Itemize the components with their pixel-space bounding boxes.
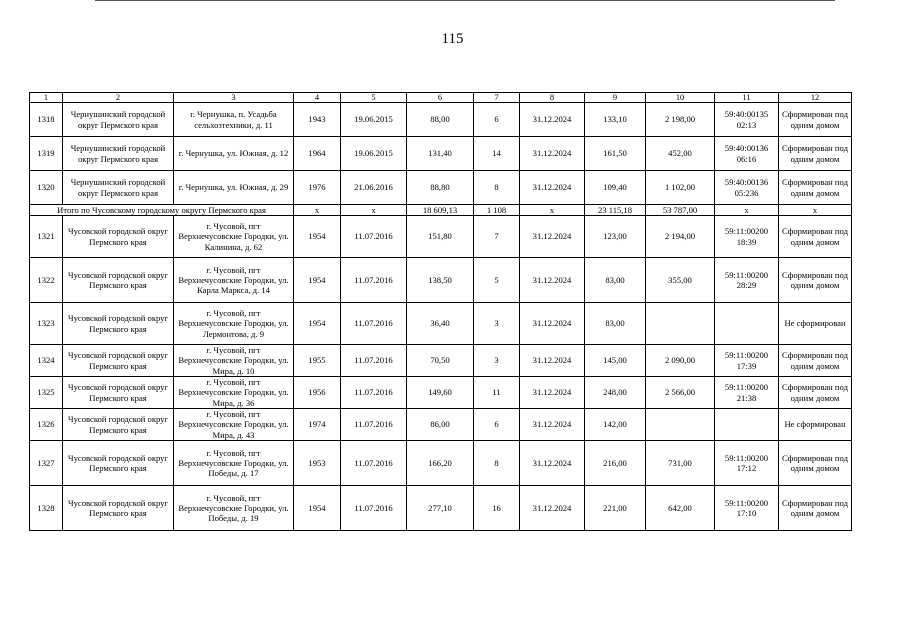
sum-cell: [646, 409, 715, 441]
row-number: 1326: [30, 409, 63, 441]
total-cell: х: [341, 205, 407, 216]
area-cell: 88,80: [407, 171, 474, 205]
sum-cell: [646, 303, 715, 345]
address-cell: г. Чусовой, пгт Верхнечусовские Городки, ул. Мира, д. 43: [174, 409, 294, 441]
address-cell: г. Чернушка, ул. Южная, д. 29: [174, 171, 294, 205]
status-cell: Сформирован под одним домом: [779, 137, 852, 171]
address-cell: г. Чусовой, пгт Верхнечусовские Городки, ул. Лермонтова, д. 9: [174, 303, 294, 345]
status-cell: Не сформирован: [779, 409, 852, 441]
sum-cell: 2 090,00: [646, 345, 715, 377]
total-sum: 53 787,00: [646, 205, 715, 216]
table-row: [30, 345, 852, 377]
residents-cell: 3: [474, 345, 520, 377]
table-row: [30, 377, 852, 409]
housing-register-table: [29, 92, 852, 531]
residents-cell: 16: [474, 486, 520, 531]
status-cell: Сформирован под одним домом: [779, 441, 852, 486]
cadastre-cell: 59:11:00200 17:12: [715, 441, 779, 486]
status-cell: Сформирован под одним домом: [779, 486, 852, 531]
cadastre-cell: 59:11:00200 21:38: [715, 377, 779, 409]
residents-cell: 14: [474, 137, 520, 171]
municipality-cell: Чусовской городской округ Пермского края: [63, 345, 174, 377]
status-cell: Сформирован под одним домом: [779, 171, 852, 205]
header-cell: 5: [341, 93, 407, 103]
year-cell: 1976: [294, 171, 341, 205]
end-date-cell: 31.12.2024: [520, 441, 585, 486]
area-cell: 88,00: [407, 103, 474, 137]
row-number: 1318: [30, 103, 63, 137]
area2-cell: 145,00: [585, 345, 646, 377]
cadastre-cell: 59:40:00136 05:236: [715, 171, 779, 205]
table-row: [30, 103, 852, 137]
municipality-cell: Чусовской городской округ Пермского края: [63, 216, 174, 258]
residents-cell: 8: [474, 441, 520, 486]
cadastre-cell: [715, 409, 779, 441]
year-cell: 1964: [294, 137, 341, 171]
area-cell: 166,20: [407, 441, 474, 486]
table-row: [30, 258, 852, 303]
end-date-cell: 31.12.2024: [520, 303, 585, 345]
row-number: 1325: [30, 377, 63, 409]
header-cell: 12: [779, 93, 852, 103]
status-cell: Сформирован под одним домом: [779, 258, 852, 303]
sum-cell: 731,00: [646, 441, 715, 486]
row-number: 1319: [30, 137, 63, 171]
year-cell: 1954: [294, 486, 341, 531]
row-number: 1322: [30, 258, 63, 303]
area2-cell: 83,00: [585, 303, 646, 345]
total-area: 18 609,13: [407, 205, 474, 216]
end-date-cell: 31.12.2024: [520, 486, 585, 531]
date-cell: 19.06.2015: [341, 103, 407, 137]
area2-cell: 248,00: [585, 377, 646, 409]
address-cell: г. Чусовой, пгт Верхнечусовские Городки, ул. Победы, д. 19: [174, 486, 294, 531]
table-row: [30, 441, 852, 486]
table-row: [30, 486, 852, 531]
status-cell: Не сформирован: [779, 303, 852, 345]
status-cell: Сформирован под одним домом: [779, 103, 852, 137]
year-cell: 1954: [294, 216, 341, 258]
residents-cell: 5: [474, 258, 520, 303]
total-label: Итого по Чусовскому городскому округу Пермского края: [30, 205, 294, 216]
municipality-cell: Чусовской городской округ Пермского края: [63, 486, 174, 531]
year-cell: 1953: [294, 441, 341, 486]
municipality-cell: Чусовской городской округ Пермского края: [63, 258, 174, 303]
date-cell: 11.07.2016: [341, 345, 407, 377]
table-row: [30, 409, 852, 441]
year-cell: 1943: [294, 103, 341, 137]
page-number: 115: [441, 31, 464, 47]
municipality-cell: Чусовской городской округ Пермского края: [63, 377, 174, 409]
header-row: [30, 93, 852, 103]
area-cell: 151,80: [407, 216, 474, 258]
sum-cell: 355,00: [646, 258, 715, 303]
end-date-cell: 31.12.2024: [520, 409, 585, 441]
area-cell: 70,50: [407, 345, 474, 377]
sum-cell: 2 194,00: [646, 216, 715, 258]
header-cell: 3: [174, 93, 294, 103]
cadastre-cell: 59:11:00200 28:29: [715, 258, 779, 303]
total-cell: х: [715, 205, 779, 216]
address-cell: г. Чернушка, п. Усадьба сельхозтехники, д. 11: [174, 103, 294, 137]
status-cell: Сформирован под одним домом: [779, 216, 852, 258]
residents-cell: 11: [474, 377, 520, 409]
municipality-cell: Чусовской городской округ Пермского края: [63, 409, 174, 441]
date-cell: 11.07.2016: [341, 409, 407, 441]
header-cell: 4: [294, 93, 341, 103]
top-rule: [95, 0, 835, 1]
total-row: [30, 205, 852, 216]
end-date-cell: 31.12.2024: [520, 216, 585, 258]
area2-cell: 216,00: [585, 441, 646, 486]
status-cell: Сформирован под одним домом: [779, 345, 852, 377]
residents-cell: 7: [474, 216, 520, 258]
date-cell: 11.07.2016: [341, 303, 407, 345]
area-cell: 138,50: [407, 258, 474, 303]
cadastre-cell: [715, 303, 779, 345]
total-cell: х: [779, 205, 852, 216]
area2-cell: 142,00: [585, 409, 646, 441]
area2-cell: 133,10: [585, 103, 646, 137]
total-cell: х: [520, 205, 585, 216]
end-date-cell: 31.12.2024: [520, 345, 585, 377]
total-area2: 23 115,18: [585, 205, 646, 216]
row-number: 1328: [30, 486, 63, 531]
row-number: 1323: [30, 303, 63, 345]
date-cell: 11.07.2016: [341, 216, 407, 258]
area-cell: 86,00: [407, 409, 474, 441]
year-cell: 1954: [294, 303, 341, 345]
municipality-cell: Чернушинский городской округ Пермского края: [63, 103, 174, 137]
area2-cell: 221,00: [585, 486, 646, 531]
end-date-cell: 31.12.2024: [520, 258, 585, 303]
table-row: [30, 171, 852, 205]
row-number: 1321: [30, 216, 63, 258]
status-cell: Сформирован под одним домом: [779, 377, 852, 409]
area2-cell: 83,00: [585, 258, 646, 303]
municipality-cell: Чусовской городской округ Пермского края: [63, 303, 174, 345]
year-cell: 1954: [294, 258, 341, 303]
row-number: 1320: [30, 171, 63, 205]
sum-cell: 1 102,00: [646, 171, 715, 205]
sum-cell: 2 566,00: [646, 377, 715, 409]
residents-cell: 3: [474, 303, 520, 345]
date-cell: 11.07.2016: [341, 377, 407, 409]
sum-cell: 452,00: [646, 137, 715, 171]
header-cell: 7: [474, 93, 520, 103]
row-number: 1324: [30, 345, 63, 377]
header-cell: 2: [63, 93, 174, 103]
date-cell: 11.07.2016: [341, 486, 407, 531]
residents-cell: 6: [474, 409, 520, 441]
date-cell: 11.07.2016: [341, 258, 407, 303]
header-cell: 8: [520, 93, 585, 103]
header-cell: 6: [407, 93, 474, 103]
cadastre-cell: 59:11:00200 17:39: [715, 345, 779, 377]
municipality-cell: Чернушинский городской округ Пермского края: [63, 171, 174, 205]
row-number: 1327: [30, 441, 63, 486]
area2-cell: 109,40: [585, 171, 646, 205]
address-cell: г. Чусовой, пгт Верхнечусовские Городки, ул. Карла Маркса, д. 14: [174, 258, 294, 303]
end-date-cell: 31.12.2024: [520, 377, 585, 409]
cadastre-cell: 59:11:00200 17:10: [715, 486, 779, 531]
address-cell: г. Чусовой, пгт Верхнечусовские Городки, ул. Мира, д. 36: [174, 377, 294, 409]
sum-cell: 2 198,00: [646, 103, 715, 137]
table-row: [30, 216, 852, 258]
header-cell: 1: [30, 93, 63, 103]
date-cell: 21.06.2016: [341, 171, 407, 205]
address-cell: г. Чернушка, ул. Южная, д. 12: [174, 137, 294, 171]
table-row: [30, 303, 852, 345]
municipality-cell: Чусовской городской округ Пермского края: [63, 441, 174, 486]
area2-cell: 123,00: [585, 216, 646, 258]
year-cell: 1956: [294, 377, 341, 409]
date-cell: 19.06.2015: [341, 137, 407, 171]
sum-cell: 642,00: [646, 486, 715, 531]
address-cell: г. Чусовой, пгт Верхнечусовские Городки, ул. Победы, д. 17: [174, 441, 294, 486]
header-cell: 9: [585, 93, 646, 103]
table-row: [30, 137, 852, 171]
year-cell: 1955: [294, 345, 341, 377]
municipality-cell: Чернушинский городской округ Пермского края: [63, 137, 174, 171]
area-cell: 36,40: [407, 303, 474, 345]
end-date-cell: 31.12.2024: [520, 137, 585, 171]
area2-cell: 161,50: [585, 137, 646, 171]
date-cell: 11.07.2016: [341, 441, 407, 486]
residents-cell: 6: [474, 103, 520, 137]
header-cell: 10: [646, 93, 715, 103]
cadastre-cell: 59:11:00200 18:39: [715, 216, 779, 258]
total-cell: х: [294, 205, 341, 216]
area-cell: 277,10: [407, 486, 474, 531]
address-cell: г. Чусовой, пгт Верхнечусовские Городки, ул. Калинина, д. 62: [174, 216, 294, 258]
end-date-cell: 31.12.2024: [520, 171, 585, 205]
year-cell: 1974: [294, 409, 341, 441]
cadastre-cell: 59:40:00136 06:16: [715, 137, 779, 171]
residents-cell: 8: [474, 171, 520, 205]
header-cell: 11: [715, 93, 779, 103]
area-cell: 131,40: [407, 137, 474, 171]
end-date-cell: 31.12.2024: [520, 103, 585, 137]
cadastre-cell: 59:40:00135 02:13: [715, 103, 779, 137]
total-residents: 1 108: [474, 205, 520, 216]
address-cell: г. Чусовой, пгт Верхнечусовские Городки, ул. Мира, д. 10: [174, 345, 294, 377]
area-cell: 149,60: [407, 377, 474, 409]
